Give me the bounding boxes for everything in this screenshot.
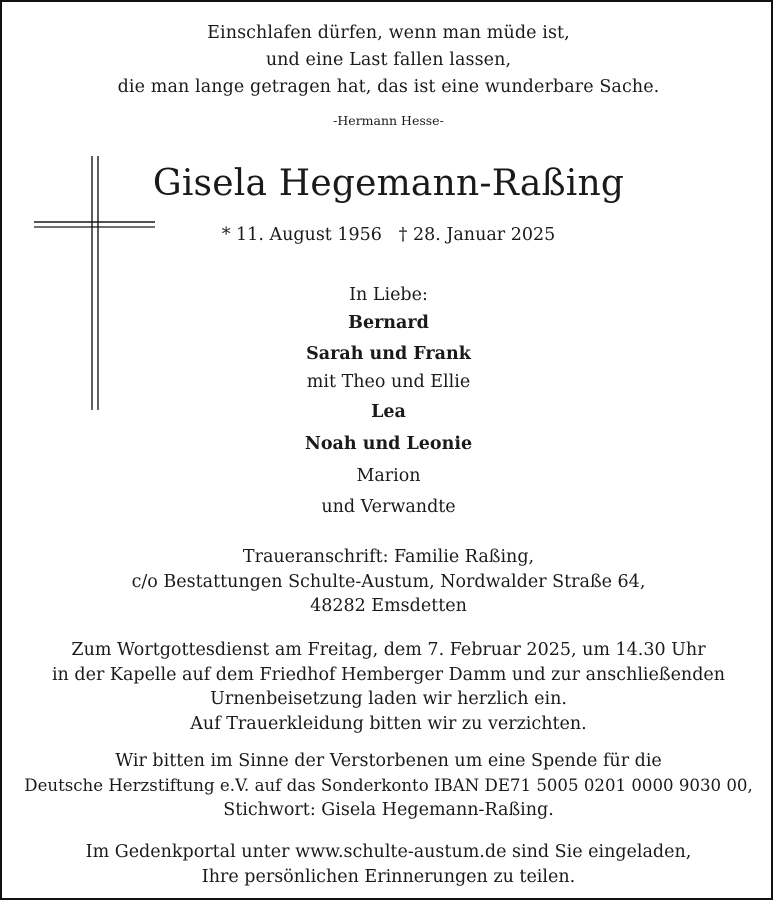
donation-line-1: Wir bitten im Sinne der Verstorbenen um eine Spende für die (115, 751, 662, 771)
portal-line-1: Im Gedenkportal unter www.schulte-austum.de sind Sie eingeladen, (85, 842, 692, 862)
service-line-4: Auf Trauerkleidung bitten wir zu verzichten. (190, 713, 587, 734)
mourners-intro: In Liebe: (349, 285, 428, 305)
donation-info (2, 749, 773, 823)
address-line-3: 48282 Emsdetten (310, 596, 467, 616)
life-dates (2, 221, 773, 249)
donation-line-3: Stichwort: Gisela Hegemann-Raßing. (223, 800, 554, 820)
birth-date: * 11. August 1956 (221, 225, 382, 245)
motto-verse (2, 20, 773, 101)
mourner-name: Marion (356, 466, 421, 486)
mourner-name: und Verwandte (321, 497, 456, 517)
motto-line-3: die man lange getragen hat, das ist eine wunderbare Sache. (117, 77, 660, 97)
service-info (2, 638, 773, 736)
memorial-portal-info (2, 840, 773, 889)
address-line-2: c/o Bestattungen Schulte-Austum, Nordwalder Straße 64, (131, 571, 646, 592)
mourner-name: Bernard (348, 313, 429, 333)
portal-line-2: Ihre persönlichen Erinnerungen zu teilen. (201, 866, 576, 887)
mourner-name: Sarah und Frank (306, 344, 471, 364)
mourner-name: Noah und Leonie (304, 434, 473, 454)
motto-line-2: und eine Last fallen lassen, (265, 50, 512, 70)
service-line-2: in der Kapelle auf dem Friedhof Hemberger Damm und zur anschließenden (51, 664, 726, 685)
address-line-1: Traueranschrift: Familie Raßing, (242, 547, 535, 567)
motto-line-1: Einschlafen dürfen, wenn man müde ist, (207, 23, 570, 43)
mourning-address (2, 545, 773, 619)
service-line-1: Zum Wortgottesdienst am Freitag, dem 7. Februar 2025, um 14.30 Uhr (71, 640, 706, 660)
mourner-name: mit Theo und Ellie (306, 372, 471, 392)
death-date: † 28. Januar 2025 (398, 225, 556, 245)
donation-line-2: Deutsche Herzstiftung e.V. auf das Sonderkonto IBAN DE71 5005 0201 0000 9030 00, (24, 775, 753, 795)
service-line-3: Urnenbeisetzung laden wir herzlich ein. (210, 689, 567, 709)
motto-author: -Hermann Hesse- (333, 113, 444, 128)
mourner-name: Lea (371, 402, 406, 422)
deceased-name: Gisela Hegemann-Raßing (152, 163, 625, 204)
